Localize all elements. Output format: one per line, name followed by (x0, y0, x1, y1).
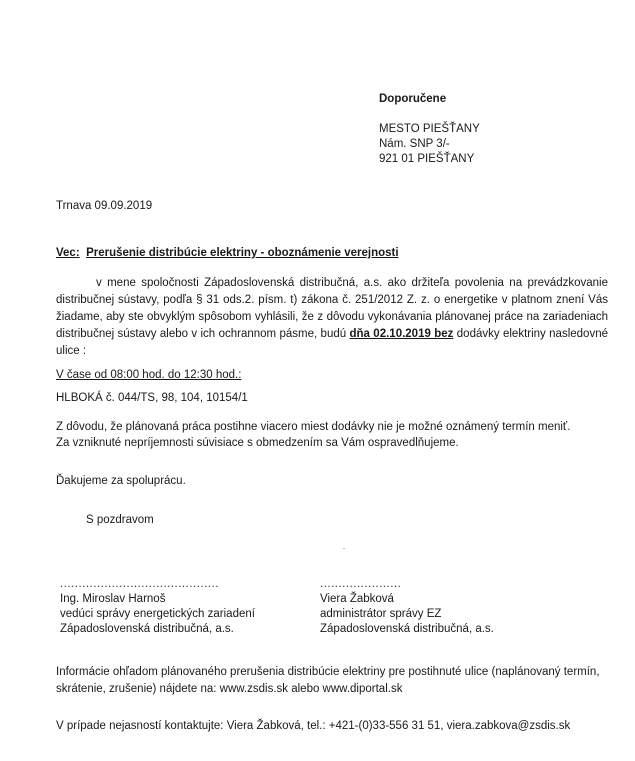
body-line-text: distribučnej sústavy alebo v ich ochrannom pásme, budú (56, 328, 350, 340)
body-line: distribučnej sústavy, podľa § 31 ods.2. písm. t) zákona č. 251/2012 Z. z. o energetike v platnom znení Vás (56, 294, 608, 306)
info-line: Informácie ohľadom plánovaného prerušenia distribúcie elektriny pre postihnuté ulice (naplánovaný termín, (56, 666, 600, 678)
body-line: žiadame, aby ste obvyklým spôsobom vyhlásili, že z dôvodu vykonávania plánovanej práce na zariadeniach (56, 311, 608, 323)
outage-date: dňa 02.10.2019 bez (349, 328, 454, 340)
body-paragraph (56, 275, 608, 360)
body-line (56, 326, 608, 343)
affected-streets: HLBOKÁ č. 044/TS, 98, 104, 10154/1 (56, 392, 248, 404)
signer-role: vedúci správy energetických zariadení (60, 608, 255, 620)
outage-time-heading: V čase od 08:00 hod. do 12:30 hod.: (56, 369, 242, 381)
recipient-address (379, 92, 480, 167)
subject-line (56, 247, 399, 259)
subject-label: Vec: (56, 247, 80, 259)
recipient-city: 921 01 PIEŠŤANY (379, 153, 475, 165)
recipient-name: MESTO PIEŠŤANY (379, 123, 480, 135)
recipient-street: Nám. SNP 3/- (379, 138, 450, 150)
body-line: ulice : (56, 345, 87, 357)
place-date: Trnava 09.09.2019 (56, 200, 153, 212)
signer-company: Západoslovenská distribučná, a.s. (60, 623, 234, 635)
signer-name: Ing. Miroslav Harnoš (60, 593, 166, 605)
scan-speck (343, 548, 345, 549)
contact-line: V prípade nejasností kontaktujte: Viera Žabková, tel.: +421-(0)33-556 31 51, viera.zabkova@zsdis.sk (56, 720, 571, 732)
notice-line: Z dôvodu, že plánovaná práca postihne viacero miest dodávky nie je možné oznámený termín meniť. (56, 421, 571, 433)
signature-right (320, 577, 494, 637)
body-line-text: dodávky elektriny nasledovné (453, 328, 608, 340)
signature-line: ...................... (320, 578, 402, 590)
info-paragraph (56, 664, 616, 698)
signer-company: Západoslovenská distribučná, a.s. (320, 623, 494, 635)
signer-name: Viera Žabková (320, 593, 394, 605)
greeting-text: S pozdravom (86, 514, 154, 526)
notice-line: Za vzniknuté nepríjemnosti súvisiace s obmedzením sa Vám ospravedlňujeme. (56, 437, 459, 449)
subject-text: Prerušenie distribúcie elektriny - oboznámenie verejnosti (86, 247, 399, 259)
body-line: v mene spoločnosti Západoslovenská distribučná, a.s. ako držiteľa povolenia na prevádzkovanie (96, 277, 608, 289)
thanks-text: Ďakujeme za spoluprácu. (56, 475, 186, 487)
info-line: skrátenie, zrušenie) nájdete na: www.zsdis.sk alebo www.diportal.sk (56, 683, 403, 695)
signature-left (60, 577, 255, 637)
signer-role: administrátor správy EZ (320, 608, 442, 620)
signature-line: ........................................... (60, 578, 219, 590)
delivery-label: Doporučene (379, 93, 447, 105)
